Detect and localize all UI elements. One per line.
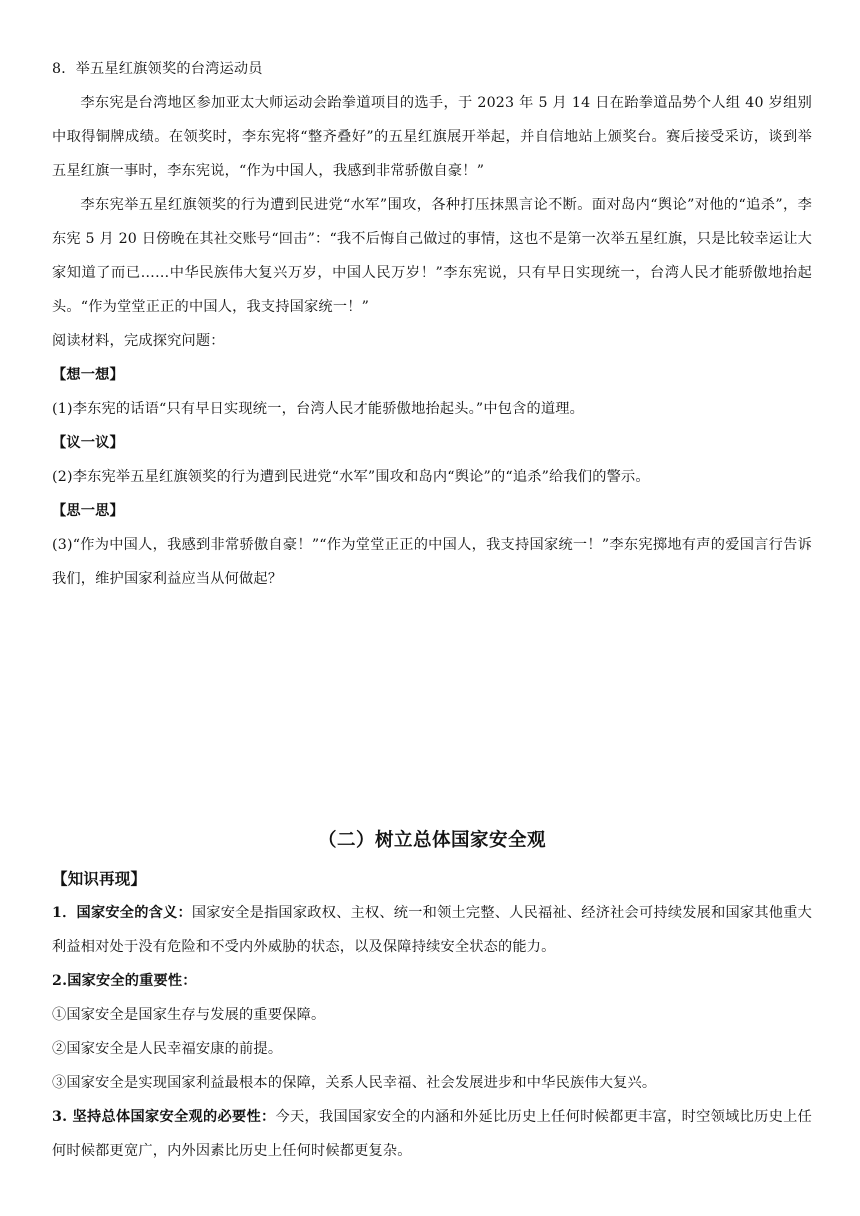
section-think: 【想一想】 [52,367,124,383]
item-1-label: 1．国家安全的含义： [52,905,192,921]
question-1: (1)李东宪的话语“只有早日实现统一，台湾人民才能骄傲地抬起头。”中包含的道理。 [52,401,585,417]
item-3-label: 3. 坚持总体国家安全观的必要性： [52,1109,276,1125]
section-reflect: 【思一思】 [52,503,124,519]
question-3: (3)“作为中国人，我感到非常骄傲自豪！”“作为堂堂正正的中国人，我支持国家统一！”李东宪掷地有声的爱国言行告诉我们，维护国家利益应当从何做起？ [52,537,812,587]
instruction: 阅读材料，完成探究问题： [52,333,225,349]
knowledge-section [52,862,812,1168]
item-2-point-1: ①国家安全是国家生存与发展的重要保障。 [52,1007,326,1023]
material-paragraph-2: 李东宪举五星红旗领奖的行为遭到民进党“水军”围攻，各种打压抹黑言论不断。面对岛内“舆论”对他的“追杀”，李东宪 5 月 20 日傍晚在其社交账号“回击”：“我不后悔自己做过的事情，这也不是第一次举五星红旗，只是比较幸运让大家知道了而已……中华民族伟大复兴万岁，中国人民万岁！”李东宪说，只有早日实现统一，台湾人民才能骄傲地抬起头。“作为堂堂正正的中国人，我支持国家统一！” [52,197,812,315]
item-3-text: 今天，我国国家安全的内涵和外延比历史上任何时候都更丰富，时空领域比历史上任何时候都更宽广，内外因素比历史上任何时候都更复杂。 [52,1109,813,1159]
item-2-point-3: ③国家安全是实现国家利益最根本的保障，关系人民幸福、社会发展进步和中华民族伟大复兴。 [52,1075,657,1091]
item-1-text: 国家安全是指国家政权、主权、统一和领土完整、人民福祉、经济社会可持续发展和国家其他重大利益相对处于没有危险和不受内外威胁的状态，以及保障持续安全状态的能力。 [52,905,812,955]
knowledge-item-3 [52,1100,812,1168]
question-8 [52,52,812,596]
material-paragraph-1: 李东宪是台湾地区参加亚太大师运动会跆拳道项目的选手，于 2023 年 5 月 14 日在跆拳道品势个人组 40 岁组别中取得铜牌成绩。在领奖时，李东宪将“整齐叠好”的五星红旗展开举起，并自信地站上颁奖台。赛后接受采访，谈到举五星红旗一事时，李东宪说，“作为中国人，我感到非常骄傲自豪！” [52,95,812,179]
section-discuss: 【议一议】 [52,435,124,451]
document-page [52,0,812,1216]
section-heading: （二）树立总体国家安全观 [317,830,546,851]
question-title: 8．举五星红旗领奖的台湾运动员 [52,61,263,77]
item-2-label: 2.国家安全的重要性： [52,973,197,989]
item-2-point-2: ②国家安全是人民幸福安康的前提。 [52,1041,283,1057]
knowledge-item-1 [52,896,812,964]
question-2: (2)李东宪举五星红旗领奖的行为遭到民进党“水军”围攻和岛内“舆论”的“追杀”给我们的警示。 [52,469,650,485]
knowledge-title: 【知识再现】 [52,869,147,888]
